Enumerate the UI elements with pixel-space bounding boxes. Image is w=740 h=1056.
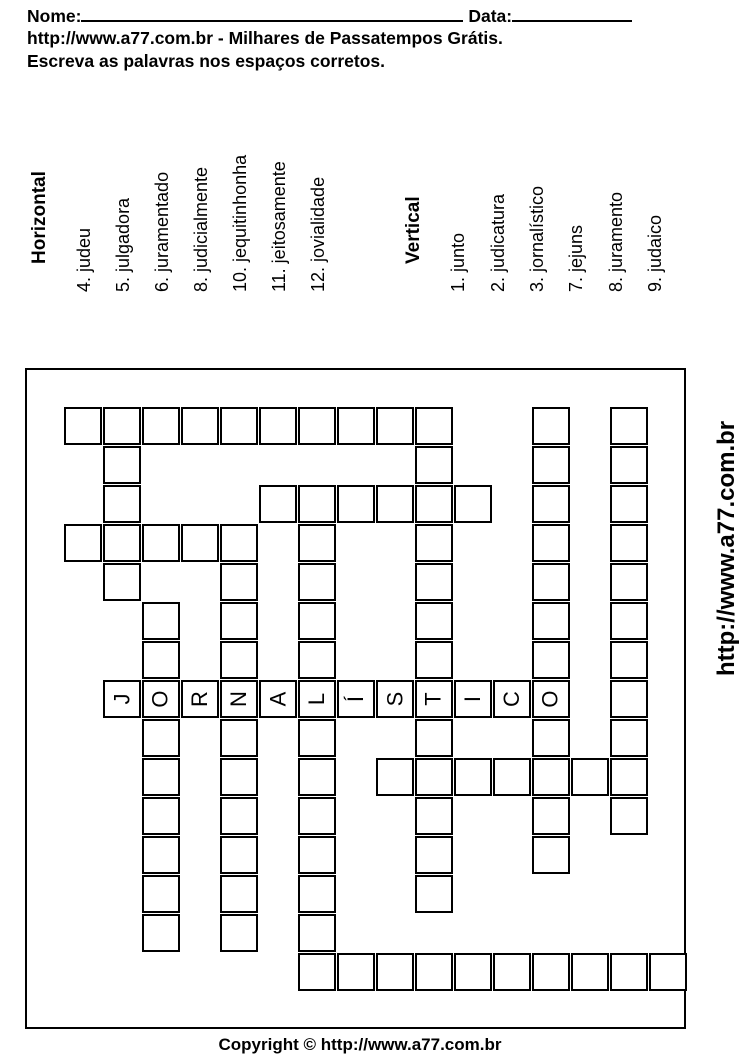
grid-cell[interactable] (142, 914, 180, 952)
vertical-word: 8. juramento (606, 191, 626, 292)
grid-cell[interactable] (454, 485, 492, 523)
vertical-title: Vertical (403, 196, 424, 264)
grid-cell[interactable] (220, 836, 258, 874)
grid-cell[interactable] (298, 758, 336, 796)
grid-cell[interactable] (220, 641, 258, 679)
grid-cell[interactable] (220, 524, 258, 562)
grid-cell[interactable] (103, 563, 141, 601)
vertical-word: 2. judicatura (488, 193, 508, 292)
grid-cell[interactable] (493, 953, 531, 991)
grid-cell[interactable] (298, 914, 336, 952)
grid-cell[interactable] (493, 680, 531, 718)
grid-cell[interactable] (142, 875, 180, 913)
horizontal-word: 8. judicialmente (191, 166, 211, 292)
grid-cell[interactable] (337, 485, 375, 523)
grid-cell[interactable] (298, 602, 336, 640)
grid-cell[interactable] (532, 758, 570, 796)
horizontal-word: 4. judeu (74, 227, 94, 292)
grid-cell[interactable] (376, 953, 414, 991)
grid-cell[interactable] (415, 680, 453, 718)
grid-cell[interactable] (259, 680, 297, 718)
date-label: Data: (468, 6, 513, 26)
grid-cell[interactable] (103, 680, 141, 718)
vertical-word: 3. jornalístico (527, 185, 547, 292)
grid-cell[interactable] (415, 485, 453, 523)
copyright: Copyright © http://www.a77.com.br (218, 1035, 502, 1054)
horizontal-word: 5. julgadora (113, 197, 133, 292)
grid-cell[interactable] (298, 524, 336, 562)
grid-cell[interactable] (376, 407, 414, 445)
vertical-word: 1. junto (448, 232, 468, 292)
grid-cell[interactable] (610, 524, 648, 562)
grid-cell[interactable] (103, 446, 141, 484)
grid-cell[interactable] (415, 563, 453, 601)
grid-cell[interactable] (532, 407, 570, 445)
grid-cell[interactable] (610, 641, 648, 679)
grid-cell[interactable] (220, 797, 258, 835)
grid-cell[interactable] (220, 602, 258, 640)
grid-cell[interactable] (415, 797, 453, 835)
grid-cell[interactable] (142, 524, 180, 562)
grid-cell[interactable] (610, 485, 648, 523)
grid-cell[interactable] (181, 407, 219, 445)
grid-cell[interactable] (454, 758, 492, 796)
grid-cell[interactable] (532, 719, 570, 757)
solved-letter: A (265, 691, 290, 707)
grid-cell[interactable] (610, 758, 648, 796)
grid-cell[interactable] (298, 641, 336, 679)
grid-cell[interactable] (259, 485, 297, 523)
grid-cell[interactable] (571, 758, 609, 796)
solved-letter: L (304, 692, 329, 706)
grid-cell[interactable] (220, 680, 258, 718)
grid-cell[interactable] (142, 407, 180, 445)
solved-letter: O (148, 690, 173, 708)
grid-cell[interactable] (259, 407, 297, 445)
solved-letter: S (382, 691, 407, 707)
solved-letter: R (186, 691, 212, 707)
grid-cell[interactable] (142, 836, 180, 874)
grid-cell[interactable] (415, 641, 453, 679)
grid-cell[interactable] (610, 797, 648, 835)
grid-cell[interactable] (142, 797, 180, 835)
grid-cell[interactable] (298, 563, 336, 601)
grid-cell[interactable] (298, 407, 336, 445)
solved-letter: I (460, 695, 485, 703)
grid-cell[interactable] (415, 602, 453, 640)
grid-cell[interactable] (610, 446, 648, 484)
grid-cell[interactable] (610, 953, 648, 991)
grid-cell[interactable] (610, 680, 648, 718)
horizontal-word: 11. jeitosamente (269, 161, 289, 292)
grid-cell[interactable] (415, 446, 453, 484)
solved-letter: N (225, 691, 251, 707)
solved-letter: Í (343, 695, 368, 703)
grid-cell[interactable] (142, 719, 180, 757)
grid-cell[interactable] (532, 797, 570, 835)
grid-cell[interactable] (376, 758, 414, 796)
grid-cell[interactable] (532, 563, 570, 601)
grid-cell[interactable] (103, 407, 141, 445)
grid-cell[interactable] (532, 524, 570, 562)
grid-cell[interactable] (64, 524, 102, 562)
grid-cell[interactable] (298, 797, 336, 835)
grid-cell[interactable] (298, 953, 336, 991)
grid-cell[interactable] (103, 524, 141, 562)
grid-cell[interactable] (220, 914, 258, 952)
grid-cell[interactable] (337, 953, 375, 991)
grid-cell[interactable] (142, 602, 180, 640)
grid-cell[interactable] (103, 485, 141, 523)
grid-cell[interactable] (142, 641, 180, 679)
solved-letter: O (538, 690, 563, 708)
grid-cell[interactable] (454, 953, 492, 991)
grid-cell[interactable] (298, 836, 336, 874)
grid-cell[interactable] (610, 407, 648, 445)
grid-cell[interactable] (298, 485, 336, 523)
grid-cell[interactable] (220, 563, 258, 601)
grid-cell[interactable] (493, 758, 531, 796)
grid-cell[interactable] (532, 953, 570, 991)
grid-cell[interactable] (532, 836, 570, 874)
grid-cell[interactable] (376, 680, 414, 718)
grid-cell[interactable] (64, 407, 102, 445)
solved-letter: T (420, 692, 446, 706)
name-label: Nome: (27, 6, 82, 26)
grid-cell[interactable] (532, 446, 570, 484)
grid-cell[interactable] (532, 680, 570, 718)
horizontal-word: 12. jovialidade (308, 176, 328, 292)
side-url: http://www.a77.com.br (713, 420, 740, 676)
grid-cell[interactable] (649, 953, 687, 991)
grid-cell[interactable] (415, 758, 453, 796)
grid-cell[interactable] (610, 602, 648, 640)
grid-cell[interactable] (532, 602, 570, 640)
grid-cell[interactable] (415, 953, 453, 991)
horizontal-title: Horizontal (29, 171, 50, 264)
grid-cell[interactable] (571, 953, 609, 991)
grid-cell[interactable] (415, 719, 453, 757)
grid-cell[interactable] (142, 680, 180, 718)
grid-cell[interactable] (220, 407, 258, 445)
grid-cell[interactable] (181, 680, 219, 718)
grid-cell[interactable] (415, 407, 453, 445)
vertical-word: 7. jejuns (566, 224, 586, 292)
grid-cell[interactable] (142, 758, 180, 796)
solved-letter: C (498, 691, 524, 707)
grid-cell[interactable] (415, 524, 453, 562)
grid-cell[interactable] (454, 680, 492, 718)
grid-cell[interactable] (337, 680, 375, 718)
horizontal-word: 6. juramentado (152, 171, 172, 292)
solved-letter: J (109, 693, 134, 705)
horizontal-word: 10. jequitinhonha (230, 154, 250, 292)
grid-cell[interactable] (298, 875, 336, 913)
instruction-line: Escreva as palavras nos espaços corretos. (27, 51, 385, 71)
site-line: http://www.a77.com.br - Milhares de Passatempos Grátis. (27, 28, 503, 48)
grid-cell[interactable] (181, 524, 219, 562)
grid-cell[interactable] (532, 485, 570, 523)
vertical-word: 9. judaico (645, 214, 665, 292)
grid-cell[interactable] (220, 758, 258, 796)
grid-cell[interactable] (415, 875, 453, 913)
grid-cell[interactable] (337, 407, 375, 445)
grid-cell[interactable] (220, 719, 258, 757)
grid-cell[interactable] (376, 485, 414, 523)
grid-cell[interactable] (610, 719, 648, 757)
word-lists (0, 0, 720, 320)
grid-cell[interactable] (298, 680, 336, 718)
grid-cell[interactable] (532, 641, 570, 679)
grid-cell[interactable] (298, 719, 336, 757)
grid-cell[interactable] (415, 836, 453, 874)
grid-cell[interactable] (610, 563, 648, 601)
grid-cell[interactable] (220, 875, 258, 913)
